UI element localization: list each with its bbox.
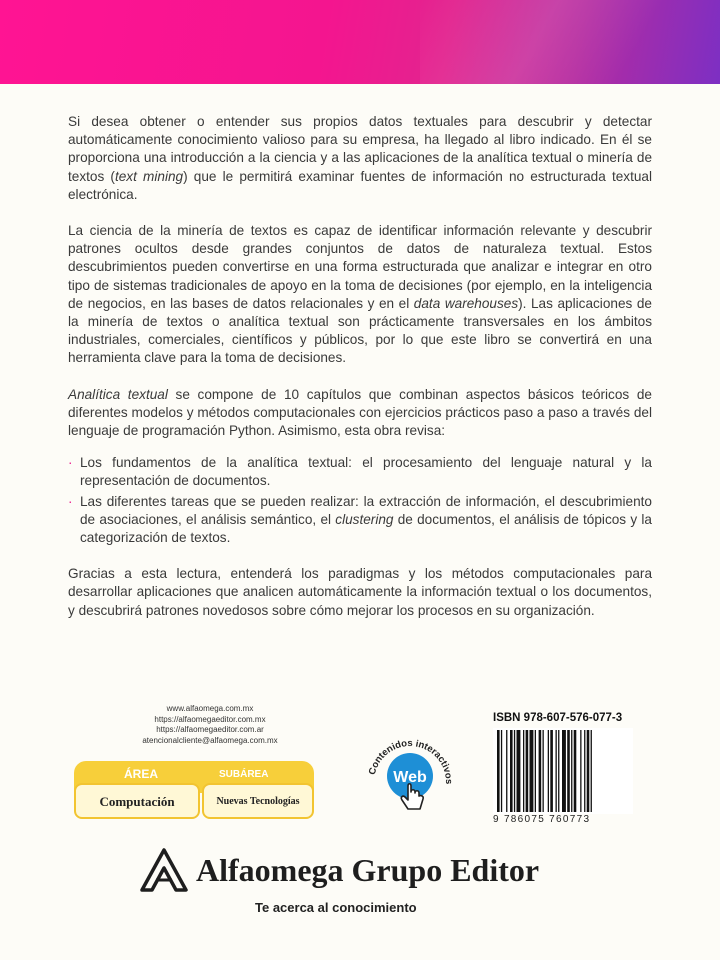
contact-url-ar[interactable]: https://alfaomegaeditor.com.ar <box>156 725 264 734</box>
para3-text-end: se compone de 10 capítulos que combinan aspectos básicos teóricos de diferentes modelos y métodos computacionales con ejercicios prácticos paso a paso a través del lenguaje de programación Python. Asimismo, esta obra revisa: <box>68 386 652 439</box>
intro-text: Si desea obtener o entender sus propios datos textuales para descubrir y detectar automáticamente conocimiento valioso para su empresa, ha llegado al libro indicado. En él se proporciona una introducción a la ciencia y a las aplicaciones de la analítica textual o minería de textos ( <box>68 114 652 184</box>
para2-italic: data warehouses <box>413 295 519 311</box>
contact-web[interactable]: www.alfaomega.com.mx <box>166 704 254 713</box>
barcode <box>493 728 633 814</box>
barcode-bar <box>550 730 553 812</box>
intro-paragraph <box>68 113 652 204</box>
subarea-label: SUBÁREA <box>219 769 269 780</box>
para3-italic: Analítica textual <box>68 386 168 402</box>
paragraph-2 <box>68 222 652 368</box>
area-values <box>74 783 314 819</box>
area-value-box <box>74 783 200 819</box>
barcode-bar <box>539 730 542 812</box>
publisher-name: Alfaomega Grupo Editor <box>196 852 540 888</box>
publisher-tagline: Te acerca al conocimiento <box>255 900 417 915</box>
back-cover-text <box>68 113 652 638</box>
barcode-bar <box>543 730 544 812</box>
barcode-bar <box>567 730 570 812</box>
barcode-bar <box>580 730 581 812</box>
barcode-bar <box>517 730 521 812</box>
bullet-marker: · <box>68 455 73 471</box>
contact-email[interactable]: atencionalcliente@alfaomega.com.mx <box>142 735 278 745</box>
web-badge-graphic <box>360 724 460 824</box>
barcode-bar <box>556 730 557 812</box>
bullet-marker: · <box>68 493 73 509</box>
barcode-bar <box>571 730 572 812</box>
intro-text-end: ) que le permitirá examinar fuentes de información no estructurada textual electrónica. <box>68 168 652 202</box>
para2-text: La ciencia de la minería de textos es capaz de identificar información relevante y descubrir patrones ocultos desde grandes conjuntos de datos de naturaleza textual. Estos descubrimientos pueden convertirse en una forma estructurada que analizar e integrar en otro tipo de sistemas tradicionales de apoyo en la toma de decisiones (por ejemplo, en la inteligencia de negocios, en las bases de datos relacionales y en el <box>68 223 652 311</box>
top-color-band <box>0 0 720 84</box>
contact-block <box>110 704 310 746</box>
isbn-barcode-block <box>493 712 633 826</box>
barcode-bar <box>587 730 590 812</box>
barcode-bar <box>523 730 524 812</box>
list-item <box>68 454 652 490</box>
paragraph-4: Gracias a esta lectura, entenderá los paradigmas y los métodos computacionales para desarrollar aplicaciones que analicen automáticamente la información textual o los documentos, y descubrirá patrones novedosos sobre cómo mejorar los procesos en su organización. <box>68 566 652 618</box>
barcode-bar <box>514 730 515 812</box>
bullet-text: Las diferentes tareas que se pueden realizar: la extracción de información, el descubrimiento de asociaciones, el análisis semántico, el <box>80 493 652 527</box>
bullet-italic: clustering <box>335 511 394 527</box>
web-content-badge[interactable] <box>360 724 460 824</box>
barcode-bar <box>548 730 549 812</box>
subarea-value-box <box>202 783 314 819</box>
contact-url-mx[interactable]: https://alfaomegaeditor.com.mx <box>154 714 266 724</box>
barcode-bar <box>558 730 559 812</box>
barcode-bar <box>574 730 577 812</box>
barcode-bar <box>535 730 536 812</box>
intro-italic: text mining <box>114 168 184 184</box>
para2-text-end: ). Las aplicaciones de la minería de textos o analítica textual son prácticamente transversales en los ámbitos industriales, comerciales, científicos y públicos, por lo que este libro se convertirá en una herramienta clave para la toma de decisiones. <box>68 295 652 366</box>
barcode-bar <box>584 730 585 812</box>
isbn-label: ISBN 978-607-576-077-3 <box>493 712 623 724</box>
subarea-value: Nuevas Tecnologías <box>216 796 300 807</box>
topics-list <box>68 454 652 547</box>
barcode-bar <box>526 730 529 812</box>
barcode-bar <box>510 730 513 812</box>
publisher-logo <box>140 848 600 894</box>
area-label: ÁREA <box>124 767 159 781</box>
bullet-text-end: de documentos, el análisis de tópicos y la categorización de textos. <box>80 511 652 546</box>
band-sheen <box>420 0 720 84</box>
barcode-bar <box>591 730 592 812</box>
paragraph-3 <box>68 386 652 441</box>
barcode-bar <box>562 730 566 812</box>
alfaomega-logo-icon <box>140 848 188 892</box>
barcode-bar <box>501 730 502 812</box>
area-value: Computación <box>99 794 175 809</box>
barcode-digits: 9 786075 760773 <box>493 814 591 825</box>
web-badge-arc-text: Contenidos interactivos <box>366 737 455 785</box>
barcode-bar <box>506 730 507 812</box>
area-classification <box>74 761 314 819</box>
barcode-bar <box>530 730 534 812</box>
bullet-text: Los fundamentos de la analítica textual: el procesamiento del lenguaje natural y la representación de documentos. <box>80 455 652 489</box>
web-label: Web <box>393 769 427 786</box>
list-item <box>68 493 652 548</box>
barcode-bar <box>497 730 500 812</box>
